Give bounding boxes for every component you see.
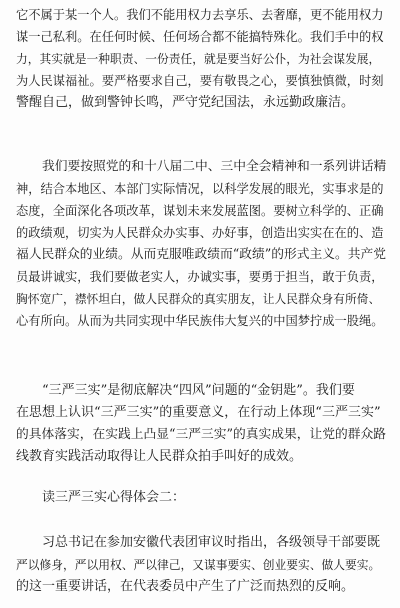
- text-line: 线教育实践活动取得让人民群众拍手叫好的成效。: [16, 449, 303, 464]
- text-line: 严以修身，严以用权、严以律己，又谋事要实、创业要实、做人要实。: [16, 558, 381, 572]
- text-line: 态度，全面深化各项改革，谋划未来发展蓝图。要树立科学的、正确: [16, 204, 384, 218]
- text-line: 谋一己私利。在任何时候、任何场合都不能搞特殊化。我们手中的权: [16, 30, 384, 44]
- text-line: 心有所向。从而为共同实现中华民族伟大复兴的中国梦拧成一股绳。: [16, 314, 384, 328]
- section-heading-text: 读三严三实心得体会二：: [42, 490, 186, 505]
- text-line: 它不属于某一个人。我们不能用权力去享乐、去奢靡，更不能用权力: [16, 8, 384, 22]
- text-line: 为人民谋福祉。要严格要求自己，要有敬畏之心，要慎独慎微，时刻: [16, 74, 384, 88]
- text-line: 习总书记在参加安徽代表团审议时指出，各级领导干部要既: [42, 535, 381, 550]
- text-line: 我们要按照党的和十八届二中、三中全会精神和一系列讲话精: [42, 159, 386, 174]
- text-line: 警醒自己，做到警钟长鸣，严守党纪国法，永远勤政廉洁。: [16, 95, 355, 110]
- text-line: 的政绩观，切实为人民群众办实事、办好事，创造出实实在在的、造: [16, 226, 384, 240]
- paragraph-2: [16, 156, 386, 332]
- paragraph-5: [16, 532, 386, 598]
- text-line: 胸怀宽广，襟怀坦白，做人民群众的真实朋友，让人民群众身有所倚、: [16, 292, 381, 306]
- text-line: “三严三实”是彻底解决“四风”问题的“金钥匙”。我们要: [42, 383, 355, 398]
- text-line: 福人民群众的业绩。从而克服唯政绩而“政绩”的形式主义。共产党: [16, 247, 386, 262]
- text-line: 力，其实就是一种职责、一份责任，就是要当好公仆，为社会谋发展，: [16, 52, 381, 66]
- text-line: 的这一重要讲话，在代表委员中产生了广泛而热烈的反响。: [16, 579, 355, 594]
- text-line: 的具体落实，在实践上凸显“三严三实”的真实成果，让党的群众路: [16, 427, 386, 442]
- text-line: 神，结合本地区、本部门实际情况，以科学发展的眼光，实事求是的: [16, 182, 384, 196]
- text-line: 员最讲诚实，我们要做老实人，办诚实事，要勇于担当，敢于负责，: [16, 270, 384, 284]
- section-heading: [16, 487, 386, 509]
- paragraph-1: [16, 4, 386, 114]
- paragraph-3: [16, 380, 386, 468]
- text-line: 在思想上认识“三严三实”的重要意义，在行动上体现“三严三实”: [16, 405, 381, 420]
